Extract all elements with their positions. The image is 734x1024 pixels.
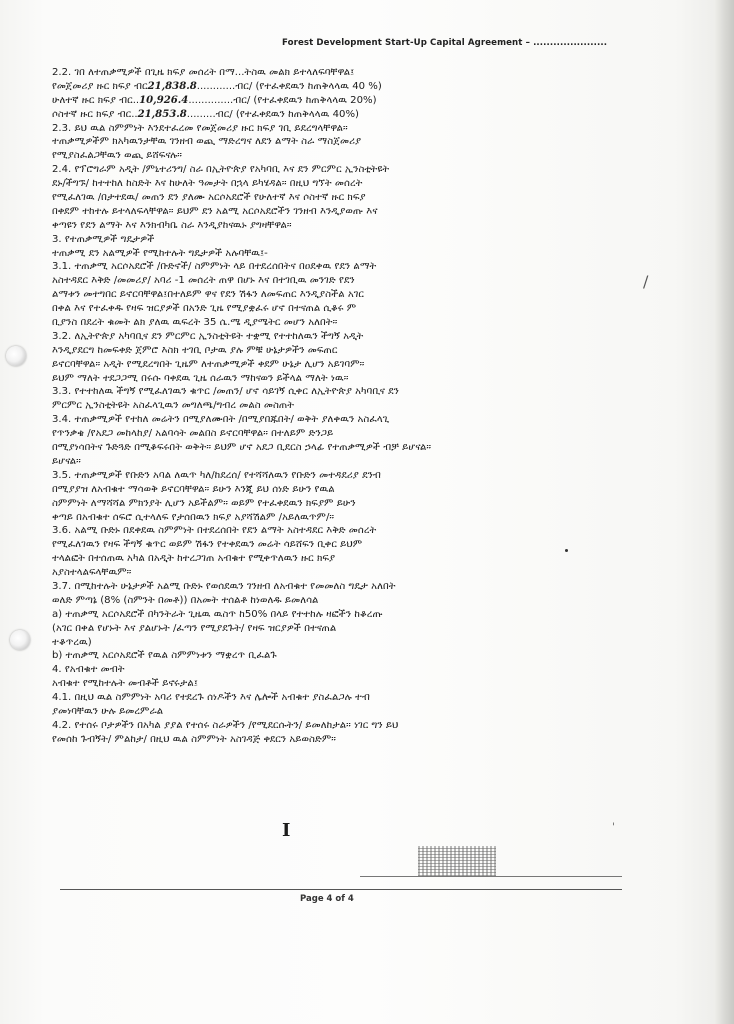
line-text: በሚያነሳበትና ጉድጓድ በሚቆፍሩበት ወቅት። ይህም ሆኖ አደጋ ቢደርስ ኃላፊ የተጠቃሚዎች ብቻ ይሆናል።	[52, 442, 432, 454]
page-edge-shadow	[714, 0, 734, 1024]
section-number: 3.	[52, 233, 62, 245]
text-line	[52, 66, 612, 80]
document-body	[52, 66, 612, 747]
text-line	[52, 691, 612, 705]
text-line	[52, 566, 612, 580]
stamp-image	[418, 846, 496, 876]
text-line	[52, 427, 612, 441]
text-line	[52, 205, 612, 219]
text-line	[52, 302, 612, 316]
text-line	[52, 94, 612, 108]
line-text: የሚፈለገዉን የዛፍ ችግኝ ቁጥር ወይም ሽፋን የተቀደዉን መሬት ሳይሸፍን ቢቀር ይህም	[52, 539, 363, 551]
line-text: ተላልፎት በተሰጠዉ አካል በአዲት ከተረጋገጠ አብቁተ የሚቀጥለዉን ዙር ክፍያ	[52, 553, 336, 565]
text-line	[52, 705, 612, 719]
text-line	[52, 108, 612, 122]
line-text: ልማቱን መተግበር ይኖርባቸዋል፤በተለይም ዋና የደን ሽፋን ለመፍጠር እንዲያስችል አገር	[52, 289, 364, 301]
text-line	[52, 233, 612, 247]
line-text: ምርምር ኢንስቲትዩት አስፈላጊዉን መግለጫ/ግብረ መልስ መስጠት	[52, 400, 295, 412]
text-line	[52, 260, 612, 274]
text-line	[52, 608, 612, 622]
handwritten-amount: 10,926.4	[139, 94, 189, 106]
ink-dot	[565, 549, 568, 552]
line-text: ተቆጥረዉ)	[52, 636, 92, 648]
text-line	[52, 649, 612, 663]
text-line	[52, 163, 612, 177]
section-number: 3.3.	[52, 386, 72, 398]
text-line	[52, 344, 612, 358]
line-text: ተጠቃሚዎች የቡድን አባል ለዉጥ ካለ/ከደረሰ/ የተሻሻለዉን የቡድን መተዳደሪያ ደንብ	[71, 469, 381, 481]
text-line	[52, 497, 612, 511]
line-text: ገበ ለተጠቃሚዎች በጊዜ ክፍያ መሰረት በማ...ትስዉ መልክ ይተላለፍባቸዋል፤	[71, 67, 355, 78]
line-text: ተጠቃሚ አርሶአደሮች /ቡድኖች/ ስምምነት ላይ በተደረሰበትና በዐደቀዉ የደን ልማት	[71, 261, 377, 273]
line-text: አብቁተ የሚከተሉት መብቶች ይኖሩታል፤	[52, 678, 198, 690]
line-text: ደኑ/ችግኙ/ ከተተከለ ከስድት እና ከሁለት ዓመታት በኋላ ይካሄዳል። በዚህ ግኘት መሰረት	[52, 178, 363, 190]
text-line	[52, 511, 612, 525]
text-line	[52, 719, 612, 733]
line-text: የሚያስፈልጋቸዉን ወጪ ይሸፍናሉ።	[52, 150, 183, 162]
line-text: ተጠቃሚዎችም ክአካዉንታቸዉ ገንዘብ ወጪ ማድረግና ለደን ልማት ስራ ማስጀመሪያ	[52, 136, 362, 148]
line-text: በሚያያዝ ለአብቁተ ማሳወቅ ይኖርባቸዋል። ይሁን እንጂ ይህ ሰነድ ይሁን የዉል	[52, 483, 335, 495]
line-text: በቀደም ተከተሉ ይተላለፍላቸዋል። ይህም ደን አልሚ አርሶአደሮችን ገንዘብ እንዲያወጡ እና	[52, 205, 378, 217]
line-text: የሚፈለገዉ /በታተደዉ/ መጠን ደን ያለሙ አርሶአደሮች የሁለተኛ እና ሶስተኛ ዙር ክፍያ	[52, 192, 366, 204]
line-text: የፕሮግራም አዲት /ምኒተሪንግ/ ስራ በኢትዮጵያ የአካባቢ እና ደን ምርምር ኢንስቲትዩት	[71, 164, 390, 176]
line-text: ይኖርባቸዋል። አዲት የሚደረግበት ጊዜም ለተጠቃሚዎች ቀደም ሁኔታ ሊሆን አይገባም።	[52, 358, 365, 370]
line-text: በዚህ ዉል ስምምነት አባሪ የተደረጉ ሰነዶችን እና ሌሎች አብቁተ ያስፈልጋሉ ተብ	[71, 692, 370, 704]
line-text: ሶስተኛ ዙር ክፍያ ብር..	[52, 108, 138, 120]
line-text-continued: ............ብር/ (የተፈቀደዉን ከጠቅላላዉ 40 %)	[196, 80, 382, 92]
punch-hole	[6, 346, 26, 366]
line-text: ያመነባቸዉን ሁሉ ይመረምራል	[52, 705, 164, 717]
text-line	[52, 330, 612, 344]
line-text: ቀጣይ በአብቁተ ሰፍሮ ሲተላለፍ የታሰበዉን ክፍያ አያሻሽልም /አይለዉጥም/።	[52, 511, 335, 523]
line-text: ይህም ማለት ተደጋጋሚ በሩሱ ባቀደዉ ጊዜ ሰራዉን ማከናወን ይችላል ማለት ነዉ።	[52, 372, 349, 384]
text-line	[52, 636, 612, 650]
text-line	[52, 288, 612, 302]
handwritten-amount: 21,853.8	[137, 108, 187, 120]
text-line	[52, 399, 612, 413]
line-text: b) ተጠቃሚ አርሶአደሮች የዉል ስምምነቱን ማቋረጥ ቢፈልጉ	[52, 650, 277, 662]
text-line	[52, 385, 612, 399]
section-number: 3.1.	[52, 261, 72, 273]
text-line	[52, 372, 612, 386]
text-line	[52, 191, 612, 205]
text-line	[52, 219, 612, 233]
line-text: ስምምነት ለማሻሻል ምክንያት ሊሆን አይችልም። ወይም የተፈቀደዉን ክፍያም ይሁን	[52, 497, 356, 509]
text-line	[52, 441, 612, 455]
section-number: 3.6.	[52, 525, 72, 537]
line-text: የተጠቃሚዎች ግዴታዎች	[61, 233, 155, 245]
section-number: 3.5.	[52, 469, 72, 481]
text-line	[52, 455, 612, 469]
section-number: 2.4.	[52, 164, 72, 176]
line-text: የተሰሩ ቦታዎችን በአካል ያያል የተሰሩ ስራዎችን /የሚደርሱትን/ ይመለከታል። ነገር ግን ይህ	[71, 719, 399, 731]
line-text-continued: .........ብር/ (የተፈቀደዉን ከጠቅላላዉ 40%)	[186, 108, 359, 120]
text-line	[52, 552, 612, 566]
line-text: አልሚ ቡድኑ በደቀደዉ ስምምነት በተደረሰበት የደን ልማት አስተዳደር እቅድ መሰረት	[71, 525, 377, 537]
line-text: የመጀመሪያ ዙር ክፍያ ብር	[52, 80, 148, 92]
punch-hole	[10, 630, 30, 650]
footer-rule-short	[360, 876, 622, 877]
text-line	[52, 594, 612, 608]
margin-mark: '	[612, 822, 615, 833]
text-line	[52, 358, 612, 372]
line-text: ተጠቃሚ ደን አልሚዎች የሚከተሉት ግዴታዎች አሉባቸዉ፤-	[52, 247, 268, 259]
section-number: 3.2.	[52, 330, 72, 342]
text-line	[52, 122, 612, 136]
line-text: በሚከተሉት ሁኔታዎች አልሚ ቡድኑ የወሰደዉን ገንዘብ ለአብቁተ የመመለስ ግዴታ አለበት	[71, 580, 396, 592]
footer-rule	[60, 889, 622, 890]
line-text: ይሆናል።	[52, 455, 81, 467]
line-text: ቢያንስ በደረት ቁመት ልክ ያለዉ ዉፍረት 35 ሴ.ሜ ዲያሜትር መሆን አለበት።	[52, 317, 338, 329]
text-line	[52, 135, 612, 149]
text-line	[52, 274, 612, 288]
handwritten-mark: I	[282, 820, 291, 841]
text-line	[52, 149, 612, 163]
section-number: 4.2.	[52, 719, 72, 731]
text-line	[52, 316, 612, 330]
line-text: ወለድ ምጣኔ (8% (ስምንት በመቶ)) በአመት ተሰልቶ ከነወለዱ ይመለሳል	[52, 594, 319, 606]
line-text: የጥንቃቄ /የአደጋ መከላከያ/ አልባሳት መልበስ ይኖርባቸዋል። በተለይም ድንጋይ	[52, 428, 334, 440]
line-text: በቀል እና የተፈቀዱ የዛፍ ዝርያዎች በአንድ ጊዜ የሚያቋፈሩ ሆኖ በተናጠል ሲቆሩ ም	[52, 303, 357, 315]
text-line	[52, 733, 612, 747]
line-text: (አገር በቀል የሆኑት እና ያልሆኑት /ፈጣን የሚያደጉት/ የዛፍ ዝርያዎች በተናጠል	[52, 622, 337, 634]
section-number: 3.7.	[52, 580, 72, 592]
line-text: ሁለተኛ ዙር ክፍያ ብር..	[52, 94, 140, 106]
line-text: እንዲያደርግ ከመፍቀድ ጀምሮ እስክ ተገቢ ቦታዉ ያሉ ምቹ ሁኔታዎችን መፍጠር	[52, 344, 338, 356]
text-line	[52, 413, 612, 427]
section-number: 4.1.	[52, 692, 72, 704]
line-text: ለኢትዮጵያ አካባቢና ደን ምርምር ኢንስቲትዩት ተቋሚ የተተከለዉን ችግኝ አዲት	[71, 330, 364, 342]
line-text: አስተዳደር እቅድ /መመሪያ/ አባሪ -1 መሰረት ጠዋ በሆኑ እና በተገቢዉ መንገድ የደን	[52, 275, 355, 287]
line-text: ቀጣዩን የደን ልማት እና እንክብካቤ ስራ እንዲያከናዉኑ ያግዛቸዋል።	[52, 219, 292, 231]
document-header: Forest Development Start-Up Capital Agreement – ......................	[282, 38, 608, 48]
margin-mark: /	[643, 272, 649, 291]
text-line	[52, 524, 612, 538]
line-text: ይህ ዉል ስምምነት እንደተፈረመ የመጀመሪያ ዙር ክፍያ ገቢ ይደረግላቸዋል።	[71, 122, 348, 134]
text-line	[52, 663, 612, 677]
line-text: የመሰከ ጉብኝት/ ምልከታ/ በዚህ ዉል ስምምነት አስገዳጅ ቀደርን አይወስድም።	[52, 733, 337, 745]
text-line	[52, 80, 612, 94]
line-text: a) ተጠቃሚ አርሶአደሮች በካንትራት ጊዜዉ ዉስጥ ከ50% በላይ የተተከሉ ዛፎችን ከቆረጡ	[52, 608, 383, 620]
line-text: አያስተላልፍላቸዉም።	[52, 567, 132, 579]
line-text-continued: ..............ብር/ (የተፈቀደዉን ከጠቅላላዉ 20%)	[188, 94, 377, 106]
page-number: Page 4 of 4	[300, 894, 354, 904]
line-text: የአብቁተ መብት	[61, 664, 125, 676]
section-number: 3.4.	[52, 414, 72, 426]
text-line	[52, 483, 612, 497]
text-line	[52, 177, 612, 191]
text-line	[52, 538, 612, 552]
text-line	[52, 622, 612, 636]
line-text: የተተከለዉ ችግኝ የሚፈለገዉን ቁጥር /መጠን/ ሆኖ ሳይገኝ ሲቀር ለኢትዮጵያ አካባቢና ደን	[71, 386, 399, 398]
handwritten-amount: 21,838.8	[147, 80, 197, 92]
text-line	[52, 247, 612, 261]
text-line	[52, 580, 612, 594]
text-line	[52, 469, 612, 483]
line-text: ተጠቃሚዎች የተከለ መሬትን በሚያለሙበት /በሚያበጁበት/ ወቅት ያለቀዉን አስፈላጊ	[71, 414, 390, 426]
section-number: 4.	[52, 664, 62, 676]
section-number: 2.2.	[52, 67, 72, 78]
section-number: 2.3.	[52, 122, 72, 134]
text-line	[52, 677, 612, 691]
